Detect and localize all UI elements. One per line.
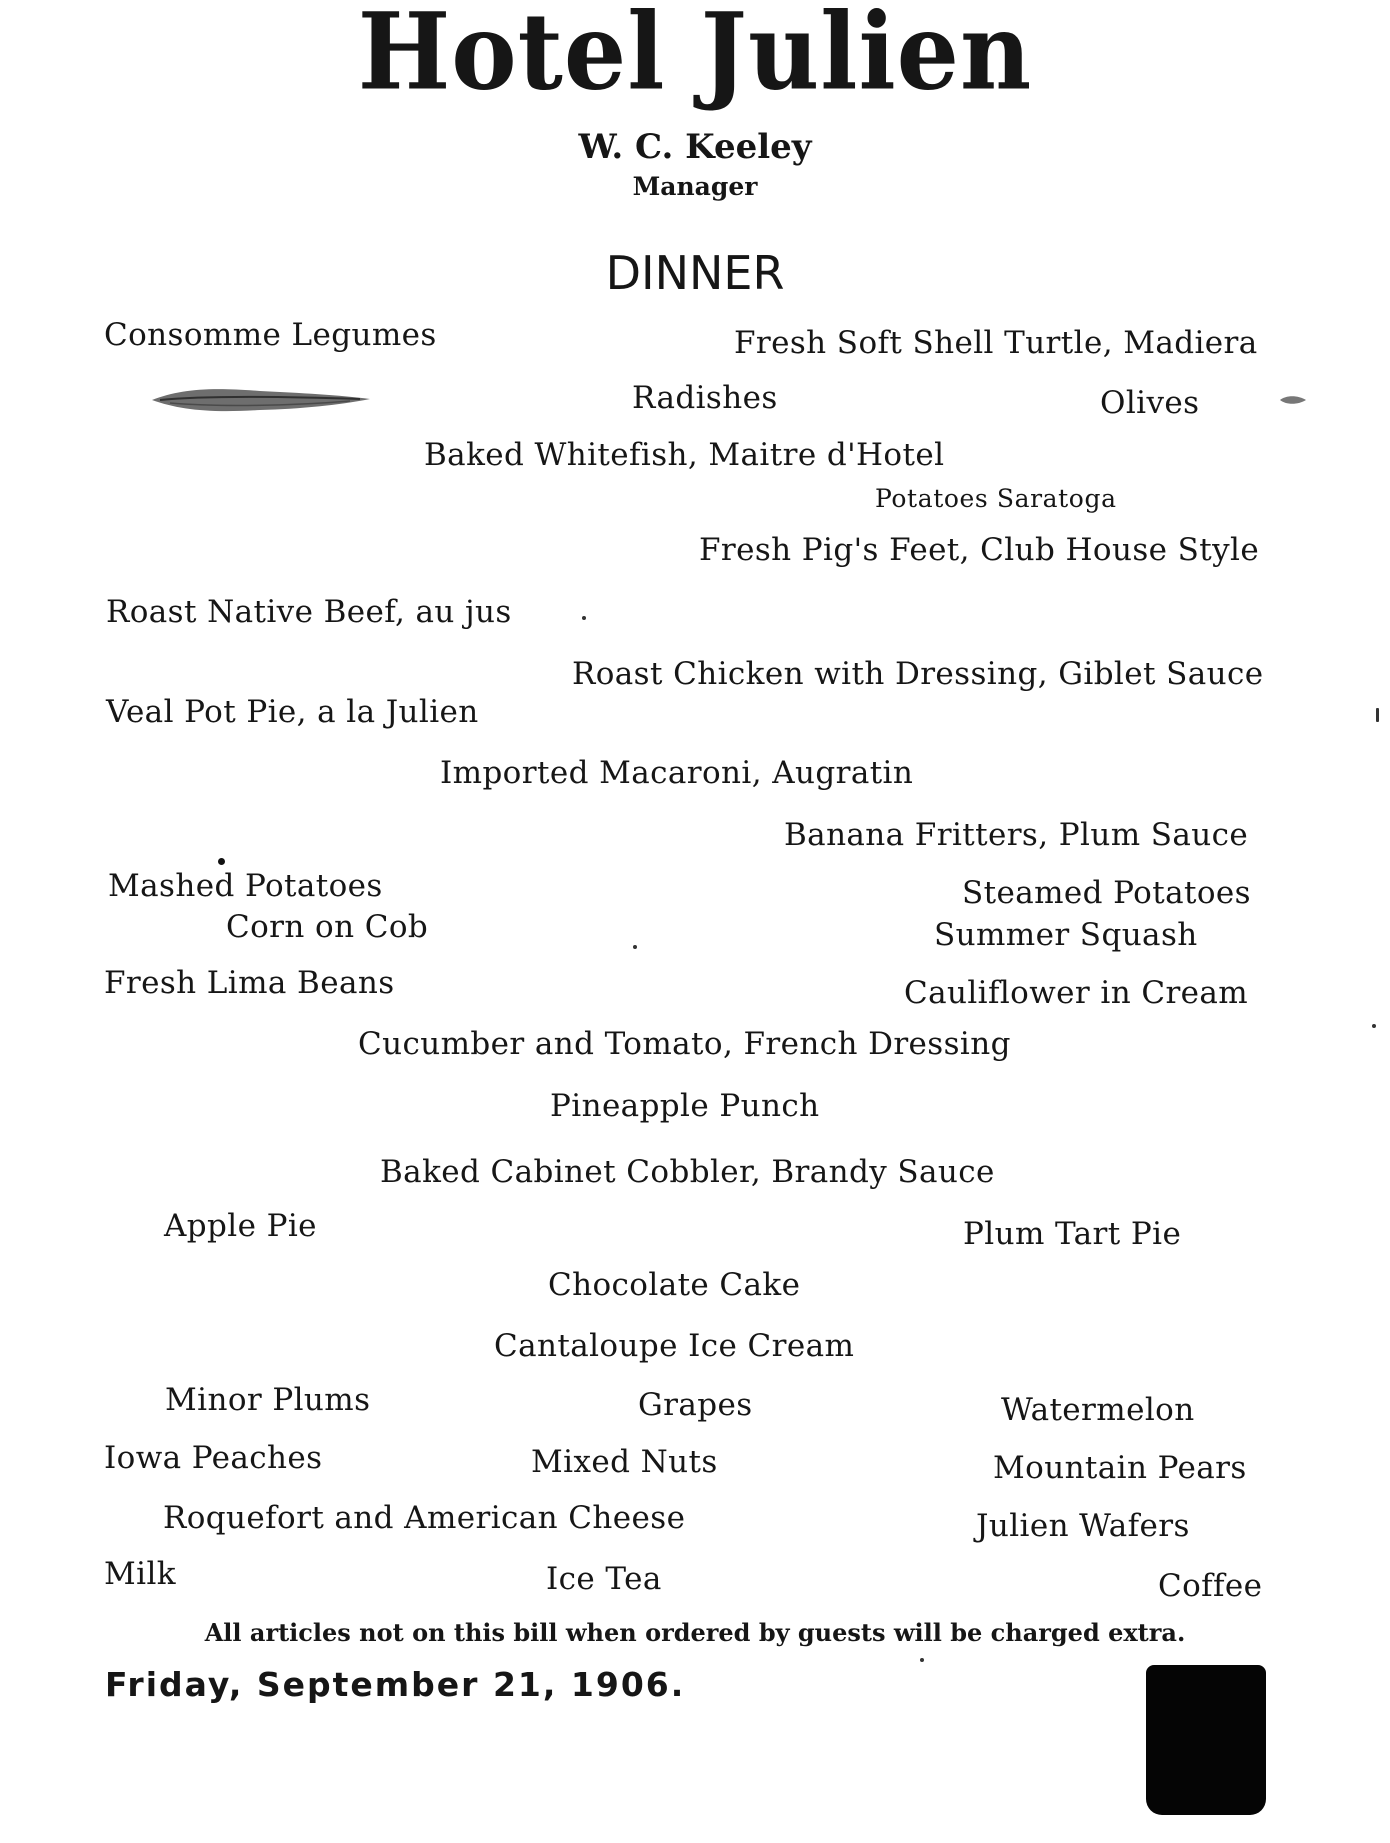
menu-item: Milk bbox=[104, 1556, 176, 1592]
menu-item: Roast Native Beef, au jus bbox=[106, 594, 512, 630]
menu-item: Radishes bbox=[632, 380, 778, 416]
menu-item: Fresh Soft Shell Turtle, Madiera bbox=[734, 325, 1258, 361]
menu-item: Olives bbox=[1100, 385, 1200, 421]
menu-item: Ice Tea bbox=[546, 1561, 662, 1597]
menu-item: Corn on Cob bbox=[226, 909, 429, 945]
menu-item: Chocolate Cake bbox=[548, 1267, 801, 1303]
menu-item: Baked Cabinet Cobbler, Brandy Sauce bbox=[380, 1154, 995, 1190]
menu-item: Mixed Nuts bbox=[531, 1444, 718, 1480]
menu-item: Cucumber and Tomato, French Dressing bbox=[358, 1026, 1011, 1062]
ink-speck bbox=[1372, 1024, 1376, 1028]
menu-item: Imported Macaroni, Augratin bbox=[440, 755, 914, 791]
menu-item: Watermelon bbox=[1001, 1392, 1195, 1428]
ink-fleck bbox=[1278, 393, 1308, 407]
menu-item: Cantaloupe Ice Cream bbox=[494, 1328, 855, 1364]
menu-item: Pineapple Punch bbox=[550, 1088, 820, 1124]
ornament-flourish bbox=[150, 383, 372, 417]
meal-heading: DINNER bbox=[605, 246, 785, 300]
hotel-name: Hotel Julien bbox=[357, 0, 1033, 115]
menu-item: Iowa Peaches bbox=[104, 1440, 323, 1476]
menu-item: Minor Plums bbox=[165, 1382, 371, 1418]
menu-item: Baked Whitefish, Maitre d'Hotel bbox=[424, 437, 945, 473]
menu-item: Mountain Pears bbox=[993, 1450, 1247, 1486]
menu-item: Julien Wafers bbox=[976, 1508, 1190, 1544]
menu-item: Mashed Potatoes bbox=[108, 868, 383, 904]
menu-item: Steamed Potatoes bbox=[962, 875, 1251, 911]
menu-item: Potatoes Saratoga bbox=[875, 484, 1117, 513]
ink-speck bbox=[920, 1658, 924, 1662]
menu-item: Coffee bbox=[1158, 1568, 1263, 1604]
ink-speck bbox=[1376, 708, 1379, 722]
ink-speck bbox=[218, 858, 225, 865]
ink-blot bbox=[1146, 1665, 1266, 1815]
menu-item: Summer Squash bbox=[934, 917, 1198, 953]
menu-item: Roast Chicken with Dressing, Giblet Sauce bbox=[572, 656, 1264, 692]
menu-item: Cauliflower in Cream bbox=[904, 975, 1249, 1011]
menu-item: Fresh Pig's Feet, Club House Style bbox=[699, 532, 1260, 568]
menu-item: Roquefort and American Cheese bbox=[163, 1500, 686, 1536]
manager-title: Manager bbox=[632, 172, 758, 201]
extra-charge-notice: All articles not on this bill when ordered by guests will be charged extra. bbox=[204, 1618, 1186, 1647]
menu-item: Banana Fritters, Plum Sauce bbox=[784, 817, 1249, 853]
manager-name: W. C. Keeley bbox=[578, 127, 812, 167]
menu-item: Veal Pot Pie, a la Julien bbox=[106, 694, 479, 730]
menu-item: Plum Tart Pie bbox=[963, 1216, 1182, 1252]
menu-item: Apple Pie bbox=[164, 1208, 317, 1244]
ink-speck bbox=[633, 945, 637, 949]
menu-item: Consomme Legumes bbox=[104, 317, 437, 353]
ink-speck bbox=[582, 616, 586, 620]
menu-date: Friday, September 21, 1906. bbox=[105, 1665, 686, 1704]
menu-item: Grapes bbox=[638, 1387, 753, 1423]
menu-item: Fresh Lima Beans bbox=[104, 965, 395, 1001]
